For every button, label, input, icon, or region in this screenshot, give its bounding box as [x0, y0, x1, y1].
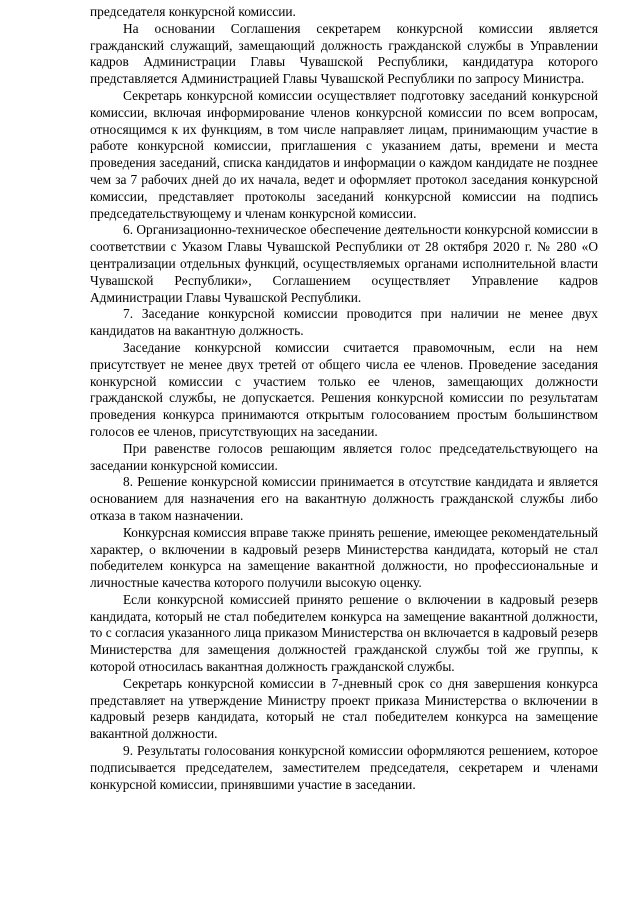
- paragraph-secretary-duties: Секретарь конкурсной комиссии осуществляет подготовку заседаний конкурсной комиссии, включая информирование членов конкурсной комиссии по всем вопросам, относящимся к их функциям, в том числе направляет лицам, принимающим участие в работе конкурсной комиссии, приглашения с указанием даты, времени и места проведения заседаний, списка кандидатов и информации о каждом кандидате не позднее чем за 7 рабочих дней до их начала, ведет и оформляет протокол заседания конкурсной комиссии, представляет протоколы заседаний конкурсной комиссии на подпись председательствующему и членам конкурсной комиссии.: [90, 87, 598, 221]
- paragraph-reserve-inclusion: Если конкурсной комиссией принято решение о включении в кадровый резерв кандидата, который не стал победителем конкурса на замещение вакантной должности, то с согласия указанного лица приказом Министерства он включается в кадровый резерв Министерства для замещения должностей гражданской службы той же группы, к которой относилась вакантная должность гражданской службы.: [90, 591, 598, 675]
- paragraph-quorum: Заседание конкурсной комиссии считается правомочным, если на нем присутствует не менее двух третей от общего числа ее членов. Проведение заседания конкурсной комиссии с участием только ее членов, замещающих должности гражданской службы, не допускается. Решения конкурсной комиссии по результатам проведения конкурса принимаются открытым голосованием простым большинством голосов ее членов, присутствующих на заседании.: [90, 339, 598, 439]
- document-page: [90, 4, 598, 793]
- paragraph-secretary-appointment: На основании Соглашения секретарем конкурсной комиссии является гражданский служащий, замещающий должность гражданской службы в Управлении кадров Администрации Главы Чувашской Республики, кандидатура которого представляется Администрацией Главы Чувашской Республики по запросу Министра.: [90, 20, 598, 87]
- paragraph-tie-vote: При равенстве голосов решающим является голос председательствующего на заседании конкурсной комиссии.: [90, 440, 598, 473]
- paragraph-continuation: председателя конкурсной комиссии.: [90, 4, 296, 19]
- paragraph-item-6: 6. Организационно-техническое обеспечение деятельности конкурсной комиссии в соответствии с Указом Главы Чувашской Республики от 28 октября 2020 г. № 280 «О централизации отдельных функций, осуществляемых органами исполнительной власти Чувашской Республики», Соглашением осуществляет Управление кадров Администрации Главы Чувашской Республики.: [90, 222, 598, 305]
- paragraph-secretary-order: Секретарь конкурсной комиссии в 7-дневный срок со дня завершения конкурса представляет на утверждение Министру проект приказа Министерства о включении в кадровый резерв кандидата, который не стал победителем конкурса на замещение вакантной должности.: [90, 675, 598, 742]
- paragraph-item-9: 9. Результаты голосования конкурсной комиссии оформляются решением, которое подписывается председателем, заместителем председателя, секретарем и членами конкурсной комиссии, принявшими участие в заседании.: [90, 743, 598, 792]
- paragraph-recommendation: Конкурсная комиссия вправе также принять решение, имеющее рекомендательный характер, о включении в кадровый резерв Министерства кандидата, который не стал победителем конкурса на замещение вакантной должности, но профессиональные и личностные качества которого получили высокую оценку.: [90, 524, 598, 591]
- paragraph-item-8: 8. Решение конкурсной комиссии принимается в отсутствие кандидата и является основанием для назначения его на вакантную должность гражданской службы либо отказа в таком назначении.: [90, 474, 598, 523]
- paragraph-item-7: 7. Заседание конкурсной комиссии проводится при наличии не менее двух кандидатов на вакантную должность.: [90, 306, 598, 339]
